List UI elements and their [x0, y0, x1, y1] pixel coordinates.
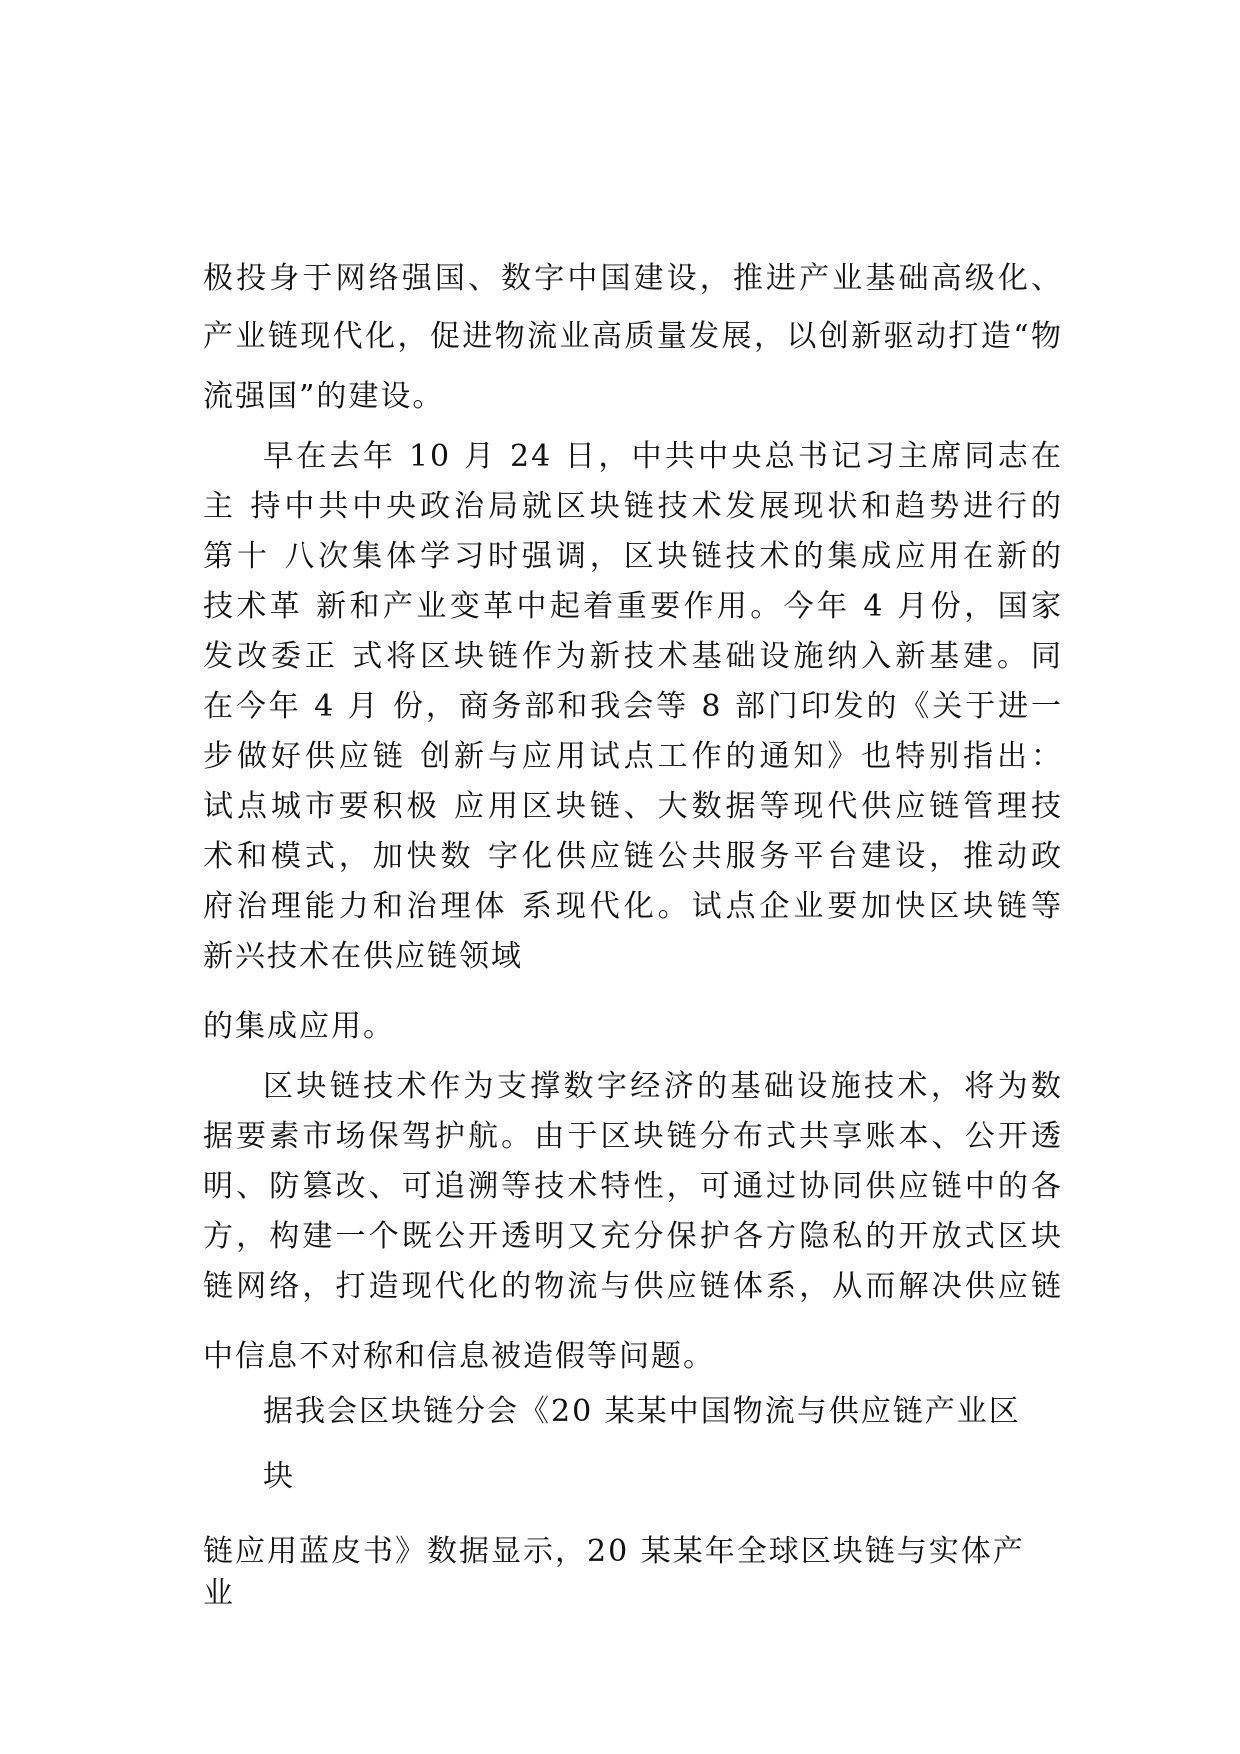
text-line: 主 持中共中央政治局就区块链技术发展现状和趋势进行的: [203, 489, 1063, 524]
text-line: 方，构建一个既公开透明又充分保护各方隐私的开放式区块: [203, 1219, 1063, 1254]
text-line: 的集成应用。: [203, 1009, 395, 1044]
text-line: 链应用蓝皮书》数据显示，20 某某年全球区块链与实体产: [203, 1534, 1025, 1569]
text-line: 技术革 新和产业变革中起着重要作用。今年 4 月份，国家: [203, 589, 1063, 624]
text-line: 发改委正 式将区块链作为新技术基础设施纳入新基建。同: [203, 639, 1063, 674]
text-line: 新兴技术在供应链领域: [203, 939, 523, 974]
text-line: 流强国”的建设。: [203, 379, 445, 414]
text-line: 业: [203, 1576, 235, 1611]
text-line: 在今年 4 月 份，商务部和我会等 8 部门印发的《关于进一: [203, 689, 1063, 724]
text-line: 据要素市场保驾护航。由于区块链分布式共享账本、公开透: [203, 1119, 1063, 1154]
text-line: 区块链技术作为支撑数字经济的基础设施技术，将为数: [263, 1069, 1063, 1104]
text-line: 试点城市要积极 应用区块链、大数据等现代供应链管理技: [203, 789, 1063, 824]
text-line: 明、防篡改、可追溯等技术特性，可通过协同供应链中的各: [203, 1169, 1063, 1204]
text-line: 据我会区块链分会《20 某某中国物流与供应链产业区: [263, 1394, 1021, 1429]
text-line: 极投身于网络强国、数字中国建设，推进产业基础高级化、: [203, 261, 1063, 296]
text-line: 中信息不对称和信息被造假等问题。: [203, 1339, 715, 1374]
text-line: 术和模式，加快数 字化供应链公共服务平台建设，推动政: [203, 839, 1063, 874]
text-line: 第十 八次集体学习时强调，区块链技术的集成应用在新的: [203, 539, 1063, 574]
text-line: 块: [263, 1459, 295, 1494]
text-line: 府治理能力和治理体 系现代化。试点企业要加快区块链等: [203, 889, 1063, 924]
text-line: 产业链现代化，促进物流业高质量发展，以创新驱动打造“物: [203, 319, 1063, 354]
text-line: 早在去年 10 月 24 日，中共中央总书记习主席同志在: [263, 439, 1063, 474]
text-line: 步做好供应链 创新与应用试点工作的通知》也特别指出：: [203, 739, 1063, 774]
text-line: 链网络，打造现代化的物流与供应链体系，从而解决供应链: [203, 1269, 1063, 1304]
